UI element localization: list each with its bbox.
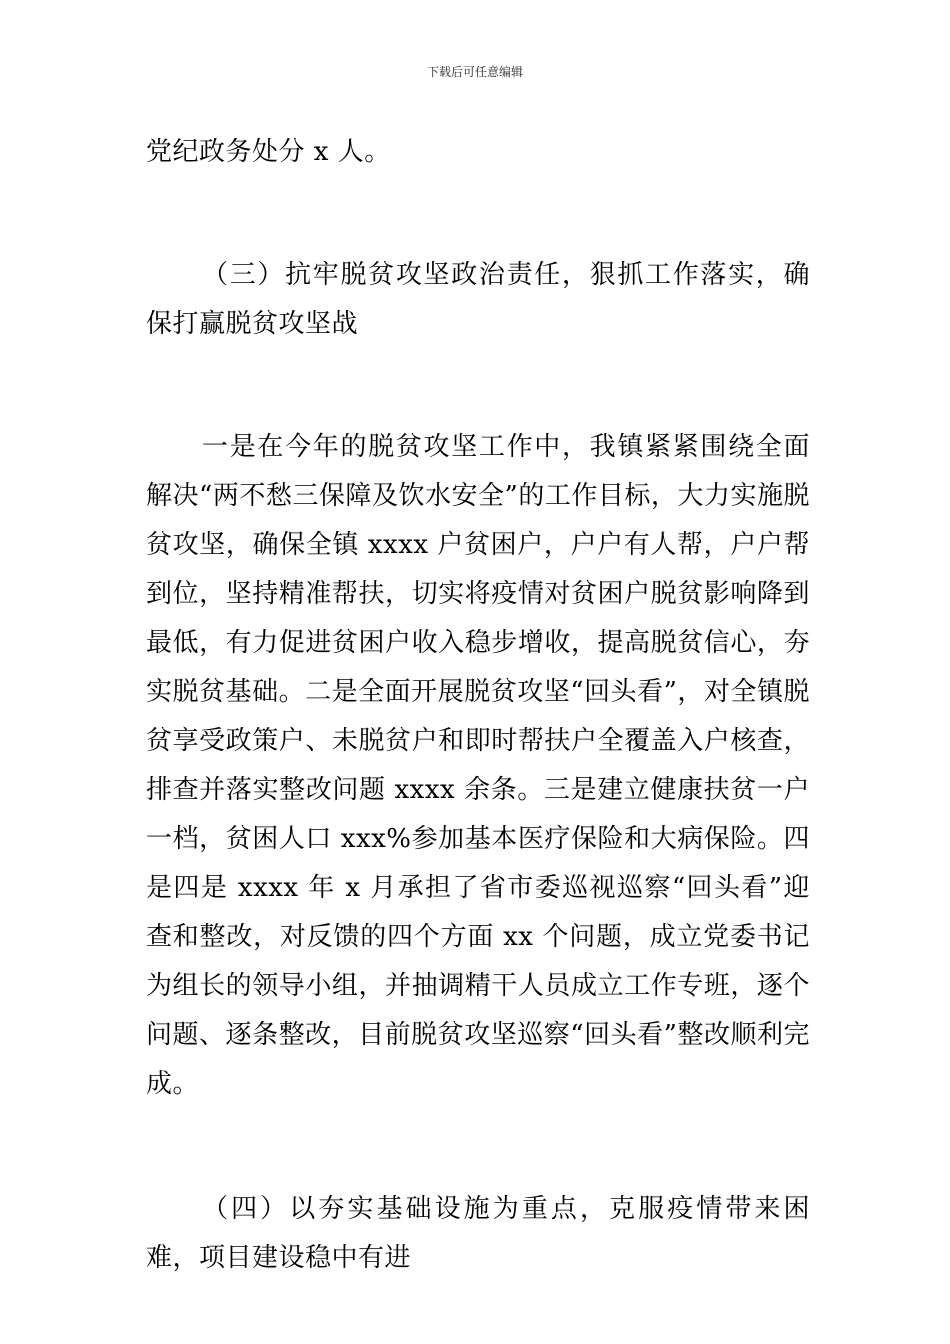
document-body (146, 128, 810, 1283)
paragraph-closing-line: 党纪政务处分 x 人。 (146, 137, 391, 167)
paragraph-poverty-alleviation: 一是在今年的脱贫攻坚工作中，我镇紧紧围绕全面解决“两不愁三保障及饮水安全”的工作目标，大力实施脱贫攻坚，确保全镇 xxxx 户贫困户，户户有人帮，户户帮到位，坚持精准帮扶，切实将疫情对贫困户脱贫影响降到最低，有力促进贫困户收入稳步增收，提高脱贫信心，夯实脱贫基础。二是全面开展脱贫攻坚“回头看”，对全镇脱贫享受政策户、未脱贫户和即时帮扶户全覆盖入户核查，排查并落实整改问题 xxxx 余条。三是建立健康扶贫一户一档，贫困人口 xxx%参加基本医疗保险和大病保险。四是四是 xxxx 年 x 月承担了省市委巡视巡察“回头看”迎查和整改，对反馈的四个方面 xx 个问题，成立党委书记为组长的领导小组，并抽调精干人员成立工作专班，逐个问题、逐条整改，目前脱贫攻坚巡察“回头看”整改顺利完成。 (146, 432, 810, 1099)
page-header: 下载后可任意编辑 (426, 65, 523, 79)
section-heading-4: （四）以夯实基础设施为重点，克服疫情带来困难，项目建设稳中有进 (146, 1194, 810, 1273)
section-heading-3: （三）抗牢脱贫攻坚政治责任，狠抓工作落实，确保打赢脱贫攻坚战 (146, 260, 810, 339)
